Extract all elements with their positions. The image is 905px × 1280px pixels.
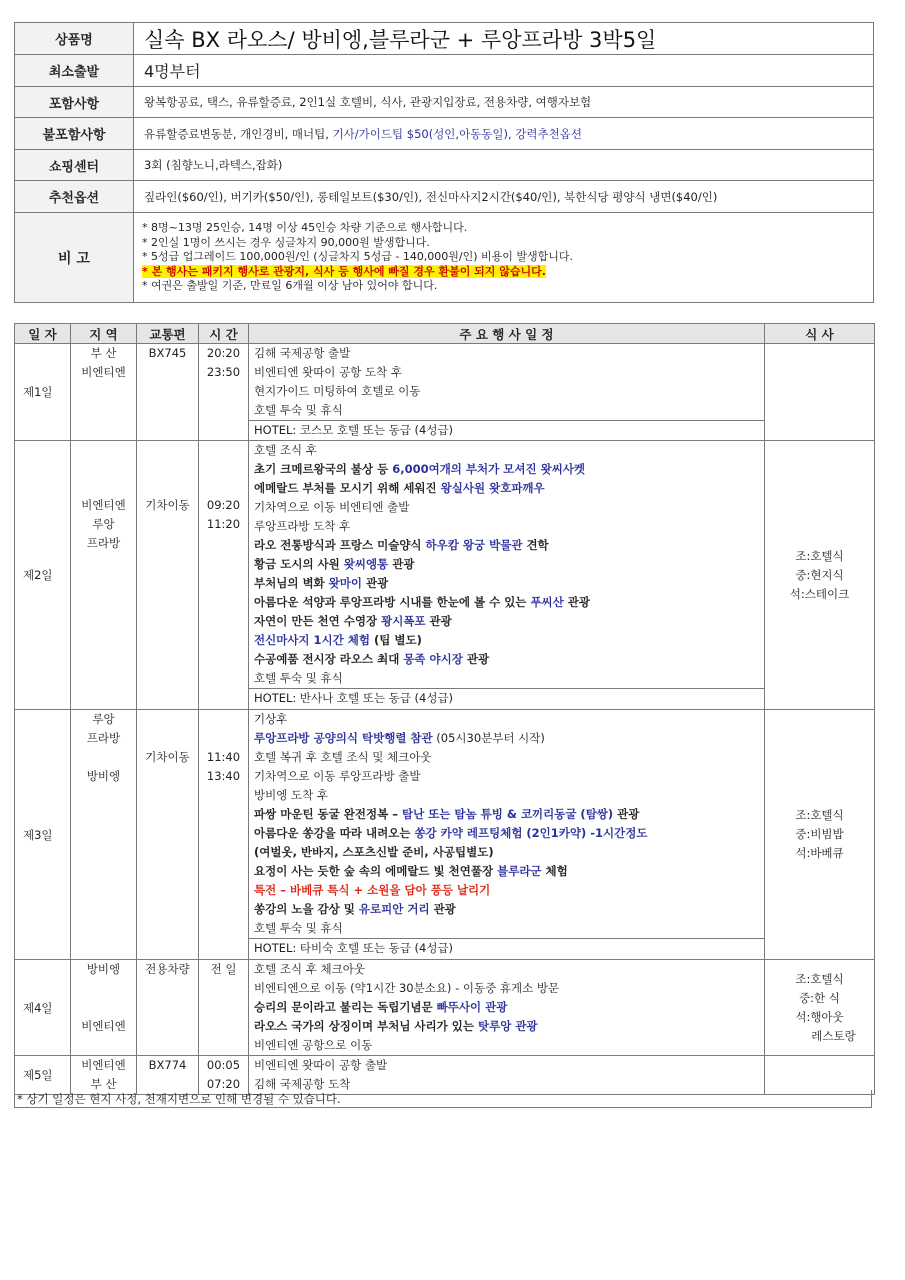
attraction-name: 왕실사원 왓호파깨우: [440, 481, 545, 495]
header-time: 시 간: [199, 324, 249, 344]
hotel-line: HOTEL: 코스모 호텔 또는 동급 (4성급): [249, 420, 764, 440]
header-transport: 교통편: [137, 324, 199, 344]
day-label: 제3일: [15, 710, 71, 960]
notes-label: 비 고: [15, 213, 134, 303]
activities-cell: [249, 441, 765, 710]
activity-line: 기상후: [254, 712, 288, 726]
time-cell: [199, 441, 249, 710]
activity-text: (팁 별도): [370, 633, 422, 647]
itinerary-table: [14, 323, 875, 1095]
activity-line: 기차역으로 이동 루앙프라방 출발: [254, 769, 421, 783]
header-activities: 주 요 행 사 일 정: [249, 324, 765, 344]
time-cell: [199, 960, 249, 1056]
activities-cell: [249, 344, 765, 441]
day-label: 제1일: [15, 344, 71, 441]
activities-cell: [249, 710, 765, 960]
activity-line: 호텔 조식 후: [254, 443, 317, 457]
activity-text: 관광: [563, 595, 590, 609]
time-cell: [199, 1056, 249, 1095]
activity-text: 체험: [541, 864, 568, 878]
transport-cell: [137, 344, 199, 441]
options-label: 추천옵션: [15, 181, 134, 213]
activity-text: 견학: [522, 538, 549, 552]
activity-line: 루앙프라방 도착 후: [254, 519, 351, 533]
product-info-table: [14, 22, 874, 303]
activity-line: 호텔 투숙 및 휴식: [254, 921, 343, 935]
product-name-label: 상품명: [15, 23, 134, 55]
attraction-name: 꽝시폭포: [381, 614, 426, 628]
time: 23:50: [206, 365, 241, 379]
shopping-label: 쇼핑센터: [15, 150, 134, 181]
excluded-value-plain: 유류할증료변동분, 개인경비, 매너팁,: [144, 126, 333, 141]
header-meals: 식 사: [765, 324, 875, 344]
activity-line: 호텔 조식 후 체크아웃: [254, 962, 365, 976]
day-row-5: [15, 1056, 875, 1095]
time: 09:20: [206, 498, 241, 512]
meal-item: 조:호텔식: [795, 971, 844, 986]
header-day: 일 자: [15, 324, 71, 344]
region-cell: [71, 344, 137, 441]
time: 11:20: [206, 517, 241, 531]
day-label: 제4일: [15, 960, 71, 1056]
activity-line: 비엔티엔으로 이동 (약1시간 30분소요) - 이동중 휴게소 방문: [254, 981, 560, 995]
min-departure-label: 최소출발: [15, 55, 134, 87]
activity-text: (05시30분부터 시작): [432, 731, 545, 745]
activity-line: (여벌옷, 반바지, 스포츠신발 준비, 사공팁별도): [254, 845, 494, 859]
activity-text: 라오 전통방식과 프랑스 미술양식: [254, 538, 426, 552]
attraction-name: 몽족 야시장: [403, 652, 463, 666]
attraction-name: 유로피안 거리: [358, 902, 430, 916]
attraction-name: 왓마이: [328, 576, 362, 590]
attraction-name: 6,000여개의 부처가 모셔진 왓씨사켓: [392, 462, 586, 476]
activity-text: 파쌍 마운틴 동굴 완전정복 –: [254, 807, 402, 821]
time-cell: [199, 344, 249, 441]
region-cell: [71, 710, 137, 960]
activity-text: 황금 도시의 사원: [254, 557, 344, 571]
day-row-2: [15, 441, 875, 710]
meals-cell: [765, 1056, 875, 1095]
transport: 전용차량: [145, 962, 190, 976]
note-item: * 8명~13명 25인승, 14명 이상 45인승 차량 기준으로 행사합니다.: [142, 221, 468, 235]
activity-line: 현지가이드 미팅하여 호텔로 이동: [254, 384, 421, 398]
attraction-name: 빠뚜사이 관광: [436, 1000, 508, 1014]
day-row-1: [15, 344, 875, 441]
attraction-name: 탐난 또는 탐놈 튜빙 & 코끼리동굴 (탐쌍): [401, 807, 614, 821]
product-name-value: 실속 BX 라오스/ 방비엥,블루라군 + 루앙프라방 3박5일: [134, 23, 874, 55]
transport: 기차이동: [145, 498, 190, 512]
activity-text: 아름다운 석양과 루앙프라방 시내를 한눈에 볼 수 있는: [254, 595, 531, 609]
excluded-value-highlight: 기사/가이드팁 $50(성인,아동동일), 강력추천옵션: [332, 126, 582, 141]
note-item: * 5성급 업그레이드 100,000원/인 (싱글차지 5성급 - 140,000원/인) 비용이 발생합니다.: [142, 250, 574, 264]
time: 07:20: [206, 1077, 241, 1091]
included-label: 포함사항: [15, 87, 134, 118]
hotel-line: HOTEL: 타비숙 호텔 또는 동급 (4성급): [249, 938, 764, 958]
activity-text: 관광: [462, 652, 490, 666]
transport: BX774: [148, 1058, 187, 1072]
attraction-name: 전신마사지 1시간 체험: [254, 633, 370, 647]
region-name: 비엔티엔: [81, 1019, 126, 1033]
activity-text: 자연이 만든 천연 수영장: [254, 614, 382, 628]
activity-text: 에메랄드 부처를 모시기 위해 세워진: [254, 481, 441, 495]
region-cell: [71, 441, 137, 710]
region-name: 루앙: [92, 712, 115, 726]
region-name: 방비엥: [86, 769, 121, 783]
time: 13:40: [206, 769, 241, 783]
activity-text: 승리의 문이라고 불리는 독립기념문: [254, 1000, 437, 1014]
meal-item: 조:호텔식: [795, 808, 844, 822]
attraction-name: 푸씨산: [530, 595, 564, 609]
meal-item: 중:한 식: [799, 990, 840, 1005]
meal-item: 레스토랑: [811, 1028, 856, 1043]
meals-cell: [765, 441, 875, 710]
activity-line: 방비엥 도착 후: [254, 788, 328, 802]
day-row-3: [15, 710, 875, 960]
meals-cell: [765, 344, 875, 441]
transport: BX745: [148, 346, 187, 360]
note-item-highlight: * 본 행사는 패키지 행사로 관광지, 식사 등 행사에 빠질 경우 환불이 되지 않습니다.: [142, 264, 546, 278]
region-name: 프라방: [86, 536, 121, 550]
transport: 기차이동: [145, 750, 190, 764]
region-cell: [71, 1056, 137, 1095]
meals-cell: [765, 710, 875, 960]
header-region: 지 역: [71, 324, 137, 344]
activity-line: 김해 국제공항 도착: [254, 1077, 351, 1091]
region-name: 비엔티엔: [81, 365, 126, 379]
activities-cell: [249, 1056, 765, 1095]
special-offer-line: 특전 – 바베큐 특식 + 소원을 담아 풍등 날리기: [254, 883, 491, 897]
day-label: 제5일: [15, 1056, 71, 1095]
attraction-name: 쏭강 카약 레프팅체험 (2인1카약) -1시간정도: [414, 826, 648, 840]
region-name: 비엔티엔: [81, 498, 126, 512]
attraction-name: 탓루앙 관광: [477, 1019, 538, 1033]
activity-text: 관광: [362, 576, 389, 590]
activity-line: 기차역으로 이동 비엔티엔 출발: [254, 500, 410, 514]
activity-text: 수공예품 전시장 라오스 최대: [254, 652, 404, 666]
attraction-name: 왓씨엥통: [343, 557, 389, 571]
activity-text: 쏭강의 노을 감상 및: [254, 902, 359, 916]
activity-line: 호텔 복귀 후 호텔 조식 및 체크아웃: [254, 750, 432, 764]
attraction-name: 블루라군: [497, 864, 542, 878]
activity-text: 관광: [613, 807, 640, 821]
region-name: 비엔티엔: [81, 1058, 126, 1072]
activity-text: 관광: [429, 902, 456, 916]
meal-item: 석:바베큐: [795, 846, 844, 860]
activity-line: 호텔 투숙 및 휴식: [254, 403, 343, 417]
hotel-line: HOTEL: 반사나 호텔 또는 동급 (4성급): [249, 688, 764, 708]
region-name: 부 산: [90, 1077, 117, 1091]
note-item: * 2인실 1명이 쓰시는 경우 싱글차지 90,000원 발생합니다.: [142, 235, 430, 249]
activity-line: 비엔티엔 공항으로 이동: [254, 1038, 373, 1052]
activity-text: 관광: [425, 614, 452, 628]
options-value: 짚라인($60/인), 버기카($50/인), 롱테일보트($30/인), 전신마사지2시간($40/인), 북한식당 평양식 냉면($40/인): [134, 181, 874, 213]
included-value: 왕복항공료, 택스, 유류할증료, 2인1실 호텔비, 식사, 관광지입장료, 전용차량, 여행자보험: [134, 87, 874, 118]
transport-cell: [137, 1056, 199, 1095]
day-row-4: [15, 960, 875, 1056]
note-item: * 여권은 출발일 기준, 만료일 6개월 이상 남아 있어야 합니다.: [142, 279, 438, 293]
activity-line: 비엔티엔 왓따이 공항 출발: [254, 1058, 388, 1072]
transport-cell: [137, 710, 199, 960]
region-name: 방비엥: [86, 962, 121, 976]
excluded-value: [134, 118, 874, 150]
schedule-footnote: * 상기 일정은 현지 사정, 천재지변으로 인해 변경될 수 있습니다.: [14, 1090, 872, 1108]
activity-text: 초기 크메르왕국의 불상 등: [254, 462, 393, 476]
attraction-name: 루앙프라방 공양의식 탁밧행렬 참관: [254, 731, 433, 745]
min-departure-value: 4명부터: [134, 55, 874, 87]
time: 20:20: [206, 346, 241, 360]
notes-list: [134, 213, 874, 303]
meal-item: 석:스테이크: [789, 586, 850, 601]
activity-text: 관광: [388, 557, 415, 571]
time: 11:40: [206, 750, 241, 764]
transport-cell: [137, 441, 199, 710]
region-name: 루앙: [92, 517, 115, 531]
activity-text: 요정이 사는 듯한 숲 속의 에메랄드 빛 천연풀장: [254, 864, 498, 878]
time: 00:05: [206, 1058, 241, 1072]
meal-item: 석:행아웃: [795, 1009, 844, 1024]
time: 전 일: [210, 962, 237, 976]
meal-item: 중:현지식: [795, 567, 844, 582]
transport-cell: [137, 960, 199, 1056]
region-cell: [71, 960, 137, 1056]
region-name: 부 산: [90, 346, 117, 360]
activity-text: 아름다운 쏭강을 따라 내려오는: [254, 826, 415, 840]
time-cell: [199, 710, 249, 960]
attraction-name: 하우캄 왕궁 박물관: [425, 538, 523, 552]
shopping-value: 3회 (침향노니,라텍스,잡화): [134, 150, 874, 181]
meal-item: 조:호텔식: [795, 548, 844, 563]
activity-text: 라오스 국가의 상징이며 부처님 사리가 있는: [254, 1019, 478, 1033]
excluded-label: 불포함사항: [15, 118, 134, 150]
activity-line: 김해 국제공항 출발: [254, 346, 351, 360]
region-name: 프라방: [86, 731, 121, 745]
activity-line: 비엔티엔 왓따이 공항 도착 후: [254, 365, 402, 379]
day-label: 제2일: [15, 441, 71, 710]
activity-line: 호텔 투숙 및 휴식: [254, 671, 343, 685]
meals-cell: [765, 960, 875, 1056]
activity-text: 부처님의 벽화: [254, 576, 329, 590]
activities-cell: [249, 960, 765, 1056]
meal-item: 중:비빔밥: [795, 827, 844, 841]
